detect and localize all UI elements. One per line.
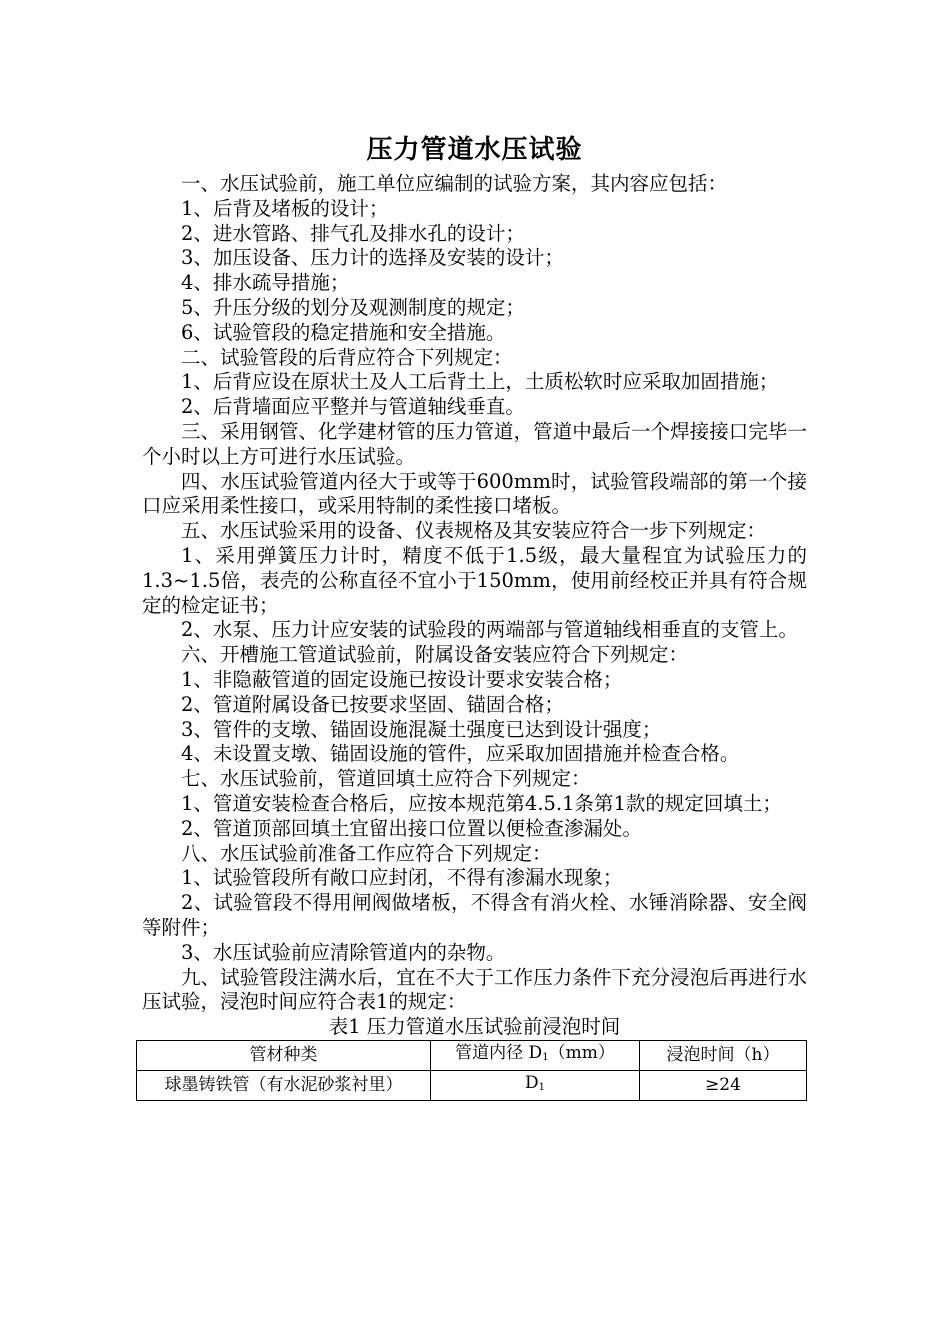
paragraph: 二、试验管段的后背应符合下列规定： (181, 345, 513, 369)
cell-diameter-symbol: D (524, 1072, 539, 1093)
paragraph: 九、试验管段注满水后，宜在不大于工作压力条件下充分浸泡后再进行水压试验，浸泡时间应符合表1的规定： (142, 965, 807, 1014)
paragraph: 2、管道顶部回填土宜留出接口位置以便检查渗漏处。 (181, 816, 642, 840)
paragraph: 5、升压分级的划分及观测制度的规定； (181, 295, 525, 319)
cell-material: 球墨铸铁管（有水泥砂浆衬里） (137, 1070, 431, 1100)
document-body (142, 172, 807, 1015)
header-diameter-subscript: 1 (542, 1051, 549, 1063)
paragraph: 6、试验管段的稳定措施和安全措施。 (181, 320, 506, 344)
paragraph: 2、试验管段不得用闸阀做堵板，不得含有消火栓、水锤消除器、安全阀等附件； (142, 891, 807, 939)
header-diameter-label: 管道内径 D (455, 1042, 543, 1063)
paragraph: 三、采用钢管、化学建材管的压力管道，管道中最后一个焊接接口完毕一个小时以上方可进行水压试验。 (142, 419, 807, 468)
paragraph: 2、后背墙面应平整并与管道轴线垂直。 (181, 395, 525, 419)
paragraph: 一、水压试验前，施工单位应编制的试验方案，其内容应包括： (181, 172, 728, 195)
paragraph: 1、管道安装检查合格后，应按本规范第4.5.1条第1款的规定回填土； (181, 791, 782, 815)
paragraph: 4、排水疏导措施； (181, 271, 350, 295)
paragraph: 1、采用弹簧压力计时，精度不低于1.5级，最大量程宜为试验压力的1.3~1.5倍，表壳的公称直径不宜小于150mm，使用前经校正并具有符合规定的检定证书； (142, 543, 807, 617)
paragraph: 2、进水管路、排气孔及排水孔的设计； (181, 221, 525, 245)
cell-diameter (431, 1070, 640, 1100)
header-diameter-unit: （mm） (548, 1042, 615, 1063)
paragraph: 3、水压试验前应清除管道内的杂物。 (181, 940, 506, 964)
paragraph: 1、试验管段所有敞口应封闭，不得有渗漏水现象； (181, 866, 623, 890)
paragraph: 1、非隐蔽管道的固定设施已按设计要求安装合格； (181, 667, 623, 691)
document-page (142, 130, 807, 1101)
header-cell-soak-time: 浸泡时间（h） (640, 1040, 807, 1070)
paragraph: 2、水泵、压力计应安装的试验段的两端部与管道轴线相垂直的支管上。 (181, 618, 798, 642)
paragraph: 3、加压设备、压力计的选择及安装的设计； (181, 246, 564, 270)
paragraph: 四、水压试验管道内径大于或等于600mm时，试验管段端部的第一个接口应采用柔性接口，或采用特制的柔性接口堵板。 (142, 469, 807, 518)
paragraph: 八、水压试验前准备工作应符合下列规定： (181, 841, 552, 865)
table-caption: 表1 压力管道水压试验前浸泡时间 (328, 1015, 621, 1039)
paragraph: 1、后背及堵板的设计； (181, 196, 389, 220)
paragraph: 1、后背应设在原状土及人工后背土上，土质松软时应采取加固措施； (181, 370, 779, 394)
paragraph: 4、未设置支墩、锚固设施的管件，应采取加固措施并检查合格。 (181, 742, 740, 766)
table-header-row (137, 1040, 807, 1070)
header-cell-diameter (431, 1040, 640, 1070)
paragraph: 六、开槽施工管道试验前，附属设备安装应符合下列规定： (181, 643, 689, 667)
cell-diameter-subscript: 1 (538, 1081, 545, 1093)
cell-soak-time: ≥24 (640, 1070, 807, 1100)
table-row (137, 1070, 807, 1100)
paragraph: 3、管件的支墩、锚固设施混凝土强度已达到设计强度； (181, 717, 662, 741)
paragraph: 七、水压试验前，管道回填土应符合下列规定： (181, 767, 591, 791)
header-cell-material: 管材种类 (137, 1040, 431, 1070)
soak-time-table (136, 1040, 807, 1101)
document-title: 压力管道水压试验 (366, 135, 583, 165)
paragraph: 五、水压试验采用的设备、仪表规格及其安装应符合一步下列规定： (181, 519, 767, 543)
paragraph: 2、管道附属设备已按要求坚固、锚固合格； (181, 692, 564, 716)
